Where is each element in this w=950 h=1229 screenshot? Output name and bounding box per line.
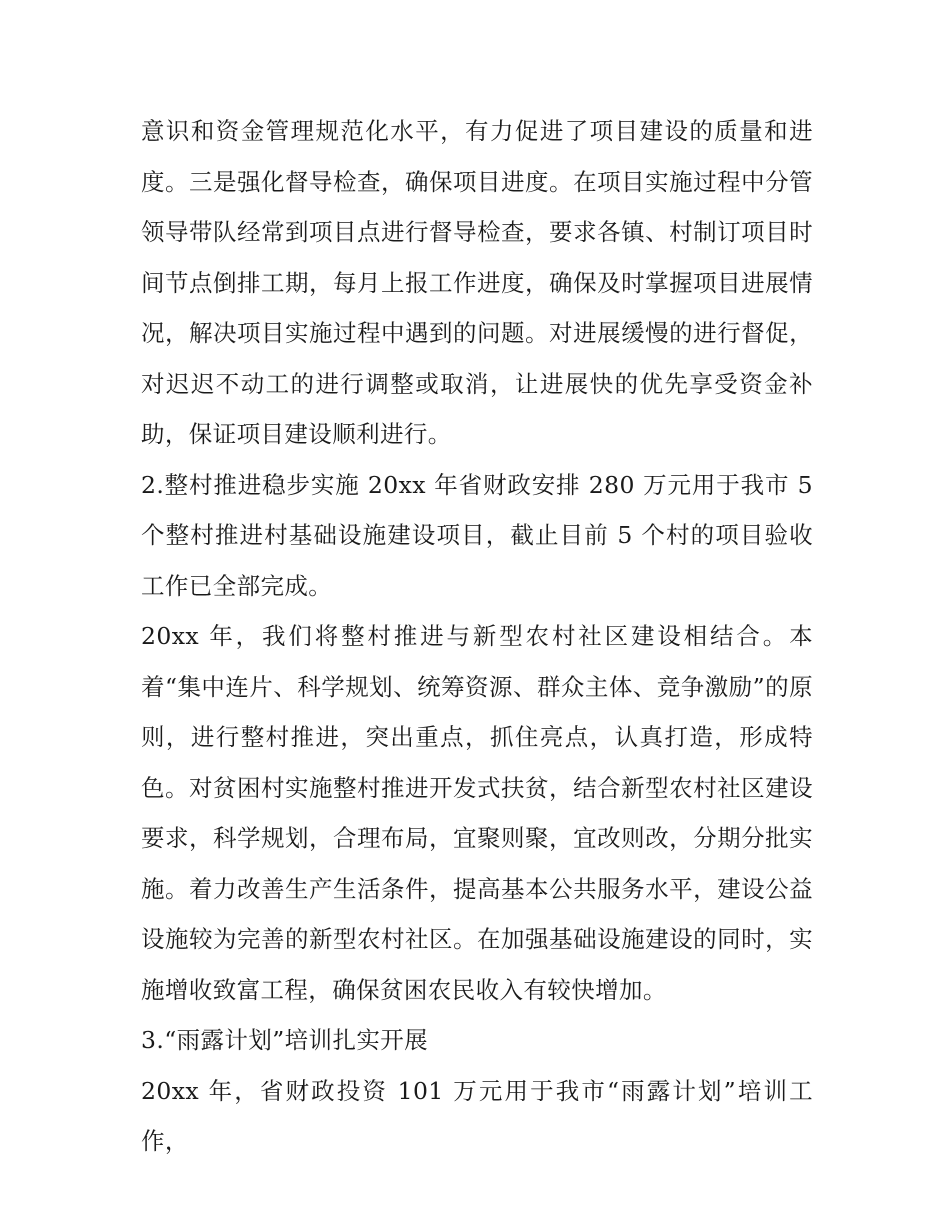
- paragraph-community-construction: 20xx 年，我们将整村推进与新型农村社区建设相结合。本着“集中连片、科学规划、统筹资源、群众主体、竞争激励”的原则，进行整村推进，突出重点，抓住亮点，认真打造，形成特色。对贫困村实施整村推进开发式扶贫，结合新型农村社区建设要求，科学规划，合理布局，宜聚则聚，宜改则改，分期分批实施。着力改善生产生活条件，提高基本公共服务水平，建设公益设施较为完善的新型农村社区。在加强基础设施建设的同时，实施增收致富工程，确保贫困农民收入有较快增加。: [141, 622, 813, 1004]
- heading-whole-village-advance: 2.整村推进稳步实施 20xx 年省财政安排 280 万元用于我市 5 个整村推进村基础设施建设项目，截止目前 5 个村的项目验收工作已全部完成。: [141, 470, 813, 600]
- paragraph-yulu-investment: 20xx 年，省财政投资 101 万元用于我市“雨露计划”培训工作，: [141, 1076, 813, 1155]
- heading-yulu-plan-training: 3.“雨露计划”培训扎实开展: [141, 1026, 429, 1054]
- document-body: [141, 106, 813, 1167]
- paragraph-supervision: 意识和资金管理规范化水平，有力促进了项目建设的质量和进度。三是强化督导检查，确保项目进度。在项目实施过程中分管领导带队经常到项目点进行督导检查，要求各镇、村制订项目时间节点倒排工期，每月上报工作进度，确保及时掌握项目进展情况，解决项目实施过程中遇到的问题。对进展缓慢的进行督促，对迟迟不动工的进行调整或取消，让进展快的优先享受资金补助，保证项目建设顺利进行。: [141, 117, 813, 448]
